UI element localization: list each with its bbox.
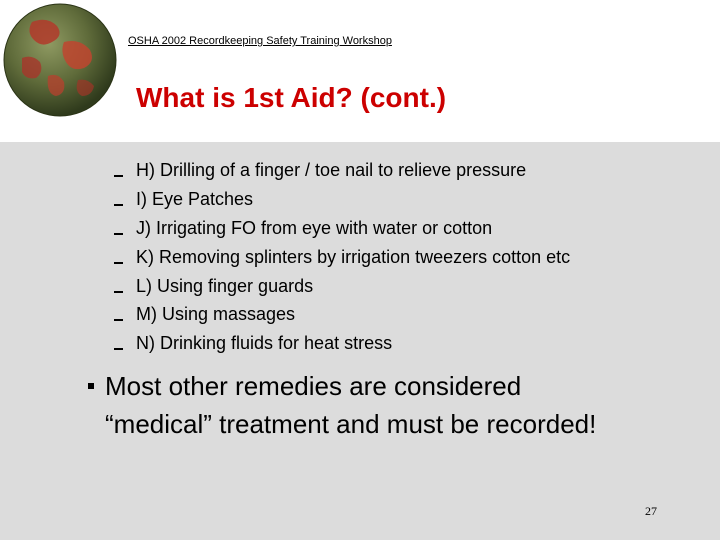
square-bullet-icon <box>88 383 94 389</box>
list-item-text: M) Using massages <box>136 304 296 325</box>
dash-bullet-icon <box>114 175 123 177</box>
workshop-header-text: OSHA 2002 Recordkeeping Safety Training Workshop <box>128 35 392 47</box>
list-item-text: I) Eye Patches <box>136 188 254 209</box>
list-item-text: K) Removing splinters by irrigation tweezers cotton etc <box>136 246 571 267</box>
main-point-line-2: “medical” treatment and must be recorded! <box>105 409 597 439</box>
dash-bullet-icon <box>114 204 123 206</box>
list-item <box>0 271 720 300</box>
dash-bullet-icon <box>114 233 123 235</box>
main-point-line-1: Most other remedies are considered <box>105 371 522 401</box>
dash-bullet-icon <box>114 348 123 350</box>
list-item <box>0 299 720 328</box>
first-aid-sub-list <box>0 155 720 357</box>
list-item <box>0 184 720 213</box>
list-item-text: L) Using finger guards <box>136 275 314 296</box>
globe-icon <box>2 2 118 118</box>
dash-bullet-icon <box>114 291 123 293</box>
list-item <box>0 328 720 357</box>
page-number: 27 <box>645 504 657 518</box>
list-item-text: H) Drilling of a finger / toe nail to relieve pressure <box>136 160 527 180</box>
list-item <box>0 213 720 242</box>
dash-bullet-icon <box>114 319 123 321</box>
slide-header <box>0 0 720 142</box>
list-item-text: N) Drinking fluids for heat stress <box>136 333 393 354</box>
list-item <box>0 155 720 184</box>
list-item-text: J) Irrigating FO from eye with water or cotton <box>136 217 493 238</box>
slide-title: What is 1st Aid? (cont.) <box>136 82 447 113</box>
dash-bullet-icon <box>114 262 123 264</box>
list-item <box>0 242 720 271</box>
